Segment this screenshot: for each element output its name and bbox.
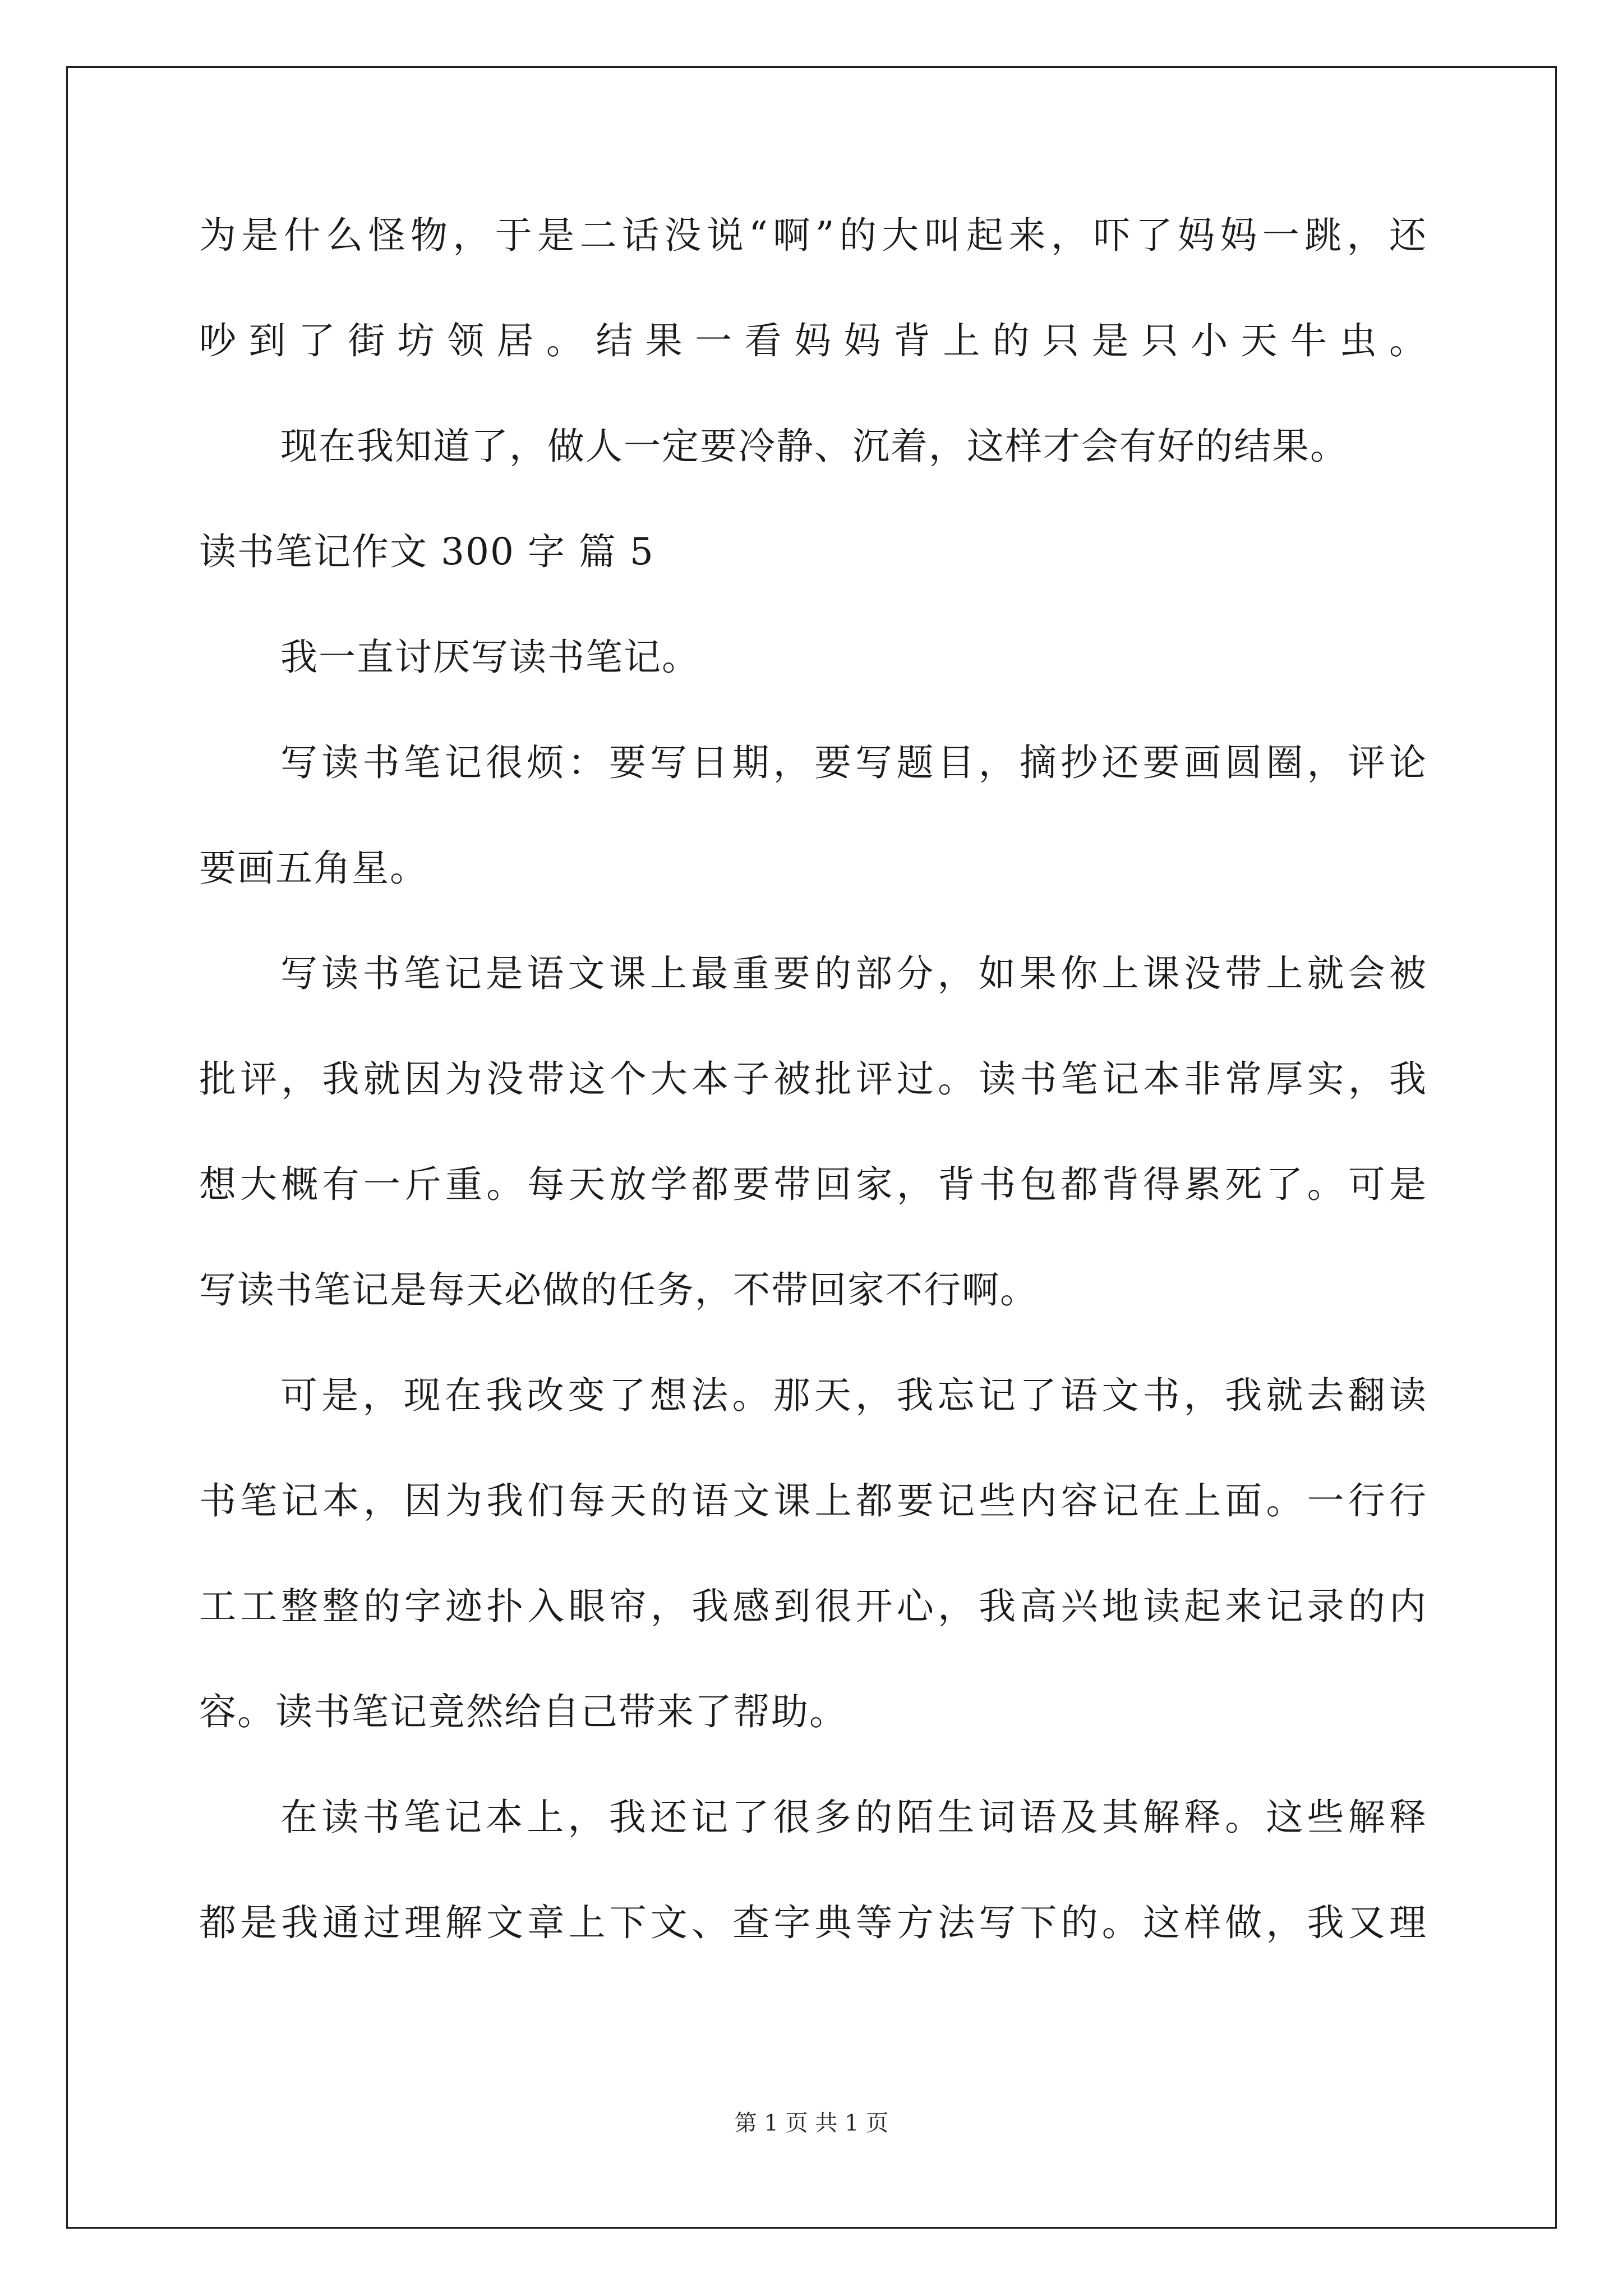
paragraph-line: 可是，现在我改变了想法。那天，我忘记了语文书，我就去翻读 [280, 1374, 1427, 1417]
paragraph-line: 想大概有一斤重。每天放学都要带回家，背书包都背得累死了。可是 [199, 1163, 1427, 1206]
paragraph-line: 书笔记本，因为我们每天的语文课上都要记些内容记在上面。一行行 [199, 1479, 1427, 1522]
paragraph-line: 现在我知道了，做人一定要冷静、沉着，这样才会有好的结果。 [280, 425, 1348, 468]
paragraph-line: 容。读书笔记竟然给自己带来了帮助。 [199, 1690, 847, 1733]
paragraph-line: 写读书笔记是每天必做的任务，不带回家不行啊。 [199, 1268, 1038, 1312]
paragraph-line: 写读书笔记是语文课上最重要的部分，如果你上课没带上就会被 [280, 952, 1427, 995]
section-heading: 读书笔记作文 300 字 篇 5 [199, 530, 654, 573]
paragraph-line: 为是什么怪物，于是二话没说“啊”的大叫起来，吓了妈妈一跳，还 [199, 214, 1427, 257]
paragraph-line: 要画五角星。 [199, 846, 428, 890]
paragraph-line: 我一直讨厌写读书笔记。 [280, 636, 700, 679]
paragraph-line: 在读书笔记本上，我还记了很多的陌生词语及其解释。这些解释 [280, 1796, 1427, 1839]
paragraph-line: 吵到了街坊领居。结果一看妈妈背上的只是只小天牛虫。 [199, 319, 1427, 362]
paragraph-line: 工工整整的字迹扑入眼帘，我感到很开心，我高兴地读起来记录的内 [199, 1585, 1427, 1628]
page-footer: 第 1 页 共 1 页 [734, 2110, 889, 2136]
paragraph-line: 写读书笔记很烦：要写日期，要写题目，摘抄还要画圆圈，评论 [280, 741, 1427, 784]
paragraph-line: 批评，我就因为没带这个大本子被批评过。读书笔记本非常厚实，我 [199, 1057, 1427, 1101]
paragraph-line: 都是我通过理解文章上下文、查字典等方法写下的。这样做，我又理 [199, 1901, 1427, 1944]
